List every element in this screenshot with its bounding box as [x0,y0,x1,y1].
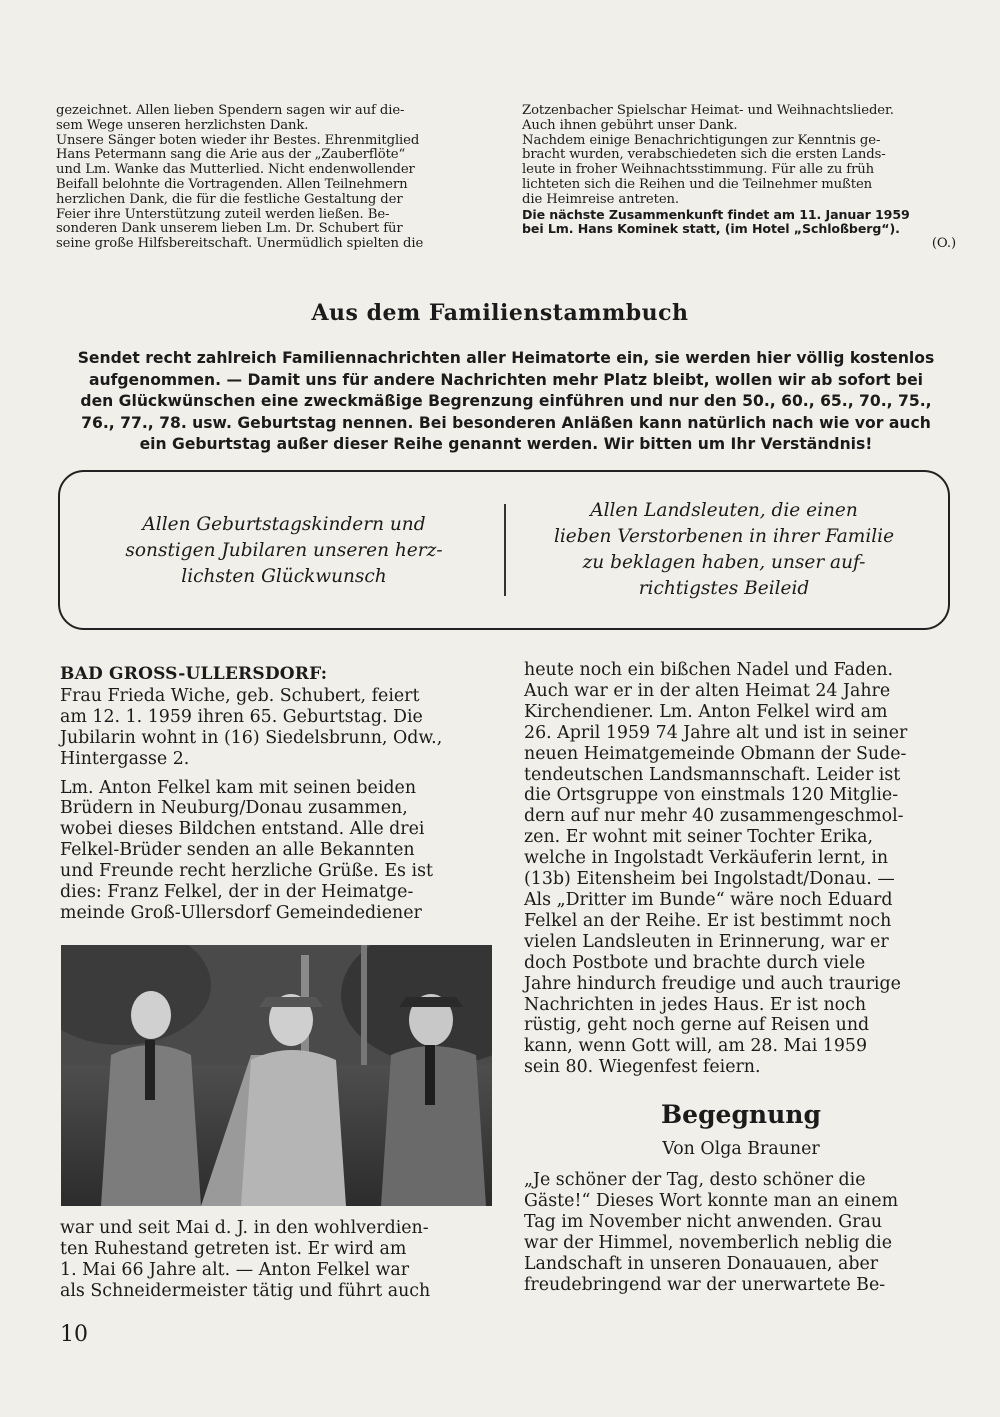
text-line: sonderen Dank unserem lieben Lm. Dr. Schubert für [56,221,403,237]
text-line: gezeichnet. Allen lieben Spendern sagen wir auf die- [56,103,405,118]
article-left-top [60,664,492,924]
text-line: Gäste!“ Dieses Wort konnte man an einem [524,1190,899,1211]
photo-illustration [61,945,492,1206]
condolence-line: zu beklagen haben, unser auf- [582,552,866,573]
greeting-line: sonstigen Jubilaren unseren herz- [125,540,443,561]
text-line: als Schneidermeister tätig und führt auch [60,1280,431,1301]
section-title: Aus dem Familienstammbuch [311,300,689,326]
text-line: Tag im November nicht anwenden. Grau [524,1211,883,1232]
top-left-column [56,104,492,252]
text-line: freudebringend war der unerwartete Be- [524,1274,886,1295]
intro-line: ein Geburtstag außer dieser Reihe genannt werden. Wir bitten um Ihr Verständnis! [139,435,873,454]
text-line: bracht wurden, verabschiedeten sich die ersten Lands- [522,147,886,163]
article-heading: BAD GROSS-ULLERSDORF: [60,664,328,684]
condolence-line: Allen Landsleuten, die einen [590,500,858,521]
text-line: leute in froher Weihnachtsstimmung. Für alle zu früh [522,162,875,178]
text-line: Lm. Anton Felkel kam mit seinen beiden [60,777,417,798]
text-line: sein 80. Wiegenfest feiern. [524,1057,761,1078]
text-line: lichteten sich die Reihen und die Teilnehmer mußten [522,176,873,192]
text-line: herzlichen Dank, die für die festliche Gestaltung der [56,191,403,207]
text-line: ten Ruhestand getreten ist. Er wird am [60,1238,407,1259]
text-line: dern auf nur mehr 40 zusammengeschmol- [524,806,904,827]
text-line: war und seit Mai d. J. in den wohlverdien- [60,1218,429,1238]
intro-line: Sendet recht zahlreich Familiennachrichten aller Heimatorte ein, sie werden hier völlig kostenlos [77,349,935,367]
text-line: sem Wege unseren herzlichsten Dank. [56,117,309,133]
condolence-line: richtigstes Beileid [638,578,810,599]
text-line: Feier ihre Unterstützung zuteil werden ließen. Be- [56,206,390,222]
text-line: Beifall belohnte die Vortragenden. Allen Teilnehmern [56,176,408,192]
text-line: welche in Ingolstadt Verkäuferin lernt, in [524,848,889,869]
text-line: wobei dieses Bildchen entstand. Alle drei [60,819,425,840]
announcement-line: Die nächste Zusammenkunft findet am 11. Januar 1959 [522,206,910,222]
text-line: Hintergasse 2. [60,748,190,769]
text-line: tendeutschen Landsmannschaft. Leider ist [524,764,901,785]
text-line: neuen Heimatgemeinde Obmann der Sude- [524,743,907,764]
text-line: rüstig, geht noch gerne auf Reisen und [524,1015,870,1036]
text-line: Als „Dritter im Bunde“ wäre noch Eduard [524,889,893,910]
text-line: war der Himmel, novemberlich neblig die [524,1232,892,1253]
text-line: Felkel an der Reihe. Er ist bestimmt noch [524,910,892,931]
text-line: und Lm. Wanke das Mutterlied. Nicht endenwollender [56,162,415,178]
greeting-line: lichsten Glückwunsch [181,566,387,587]
text-line: doch Postbote und brachte durch viele [524,952,866,973]
announcement-line: bei Lm. Hans Kominek statt, (im Hotel „Schloßberg“). [522,221,900,237]
text-line: Zotzenbacher Spielschar Heimat- und Weihnachtslieder. [522,103,894,118]
felkel-brothers-photo [61,945,492,1206]
text-line: dies: Franz Felkel, der in der Heimatge- [60,882,414,903]
text-line: Kirchendiener. Lm. Anton Felkel wird am [524,701,888,722]
page-number: 10 [60,1322,88,1347]
box-divider [504,504,506,596]
text-line: Unsere Sänger boten wieder ihr Bestes. Ehrenmitglied [56,132,420,148]
text-line: Felkel-Brüder senden an alle Bekannten [60,840,415,861]
text-line: und Freunde recht herzliche Grüße. Es ist [60,861,433,882]
text-line: Nachrichten in jedes Haus. Er ist noch [524,994,867,1015]
text-line: 1. Mai 66 Jahre alt. — Anton Felkel war [60,1259,410,1280]
text-line: am 12. 1. 1959 ihren 65. Geburtstag. Die [60,706,423,727]
text-line: Brüdern in Neuburg/Donau zusammen, [60,798,408,819]
story-text [524,1170,958,1295]
condolence-line: lieben Verstorbenen in ihrer Familie [553,526,895,547]
text-line: Nachdem einige Benachrichtigungen zur Kenntnis ge- [522,132,881,148]
text-line: Jubilarin wohnt in (16) Siedelsbrunn, Odw., [60,727,443,748]
text-line: zen. Er wohnt mit seiner Tochter Erika, [524,827,873,848]
greeting-line: Allen Geburtstagskindern und [142,514,426,535]
text-line: vielen Landsleuten in Erinnerung, war er [524,931,889,952]
story-title: Begegnung [661,1100,821,1129]
text-line: die Ortsgruppe von einstmals 120 Mitglie- [524,785,899,806]
text-line: (13b) Eitensheim bei Ingolstadt/Donau. — [524,869,895,890]
intro-line: den Glückwünschen eine zweckmäßige Begrenzung einführen und nur den 50., 60., 65., 70., 75., [80,392,932,411]
text-line: meinde Groß-Ullersdorf Gemeindediener [60,902,422,923]
text-line: kann, wenn Gott will, am 28. Mai 1959 [524,1036,868,1057]
intro-notice [56,348,956,456]
greetings-box [58,470,950,630]
text-line: Frau Frieda Wiche, geb. Schubert, feiert [60,685,420,706]
text-line: 26. April 1959 74 Jahre alt und ist in seiner [524,722,908,743]
text-line: Landschaft in unseren Donauauen, aber [524,1253,879,1274]
signature: (O.) [931,236,956,252]
text-line: Jahre hindurch freudige und auch traurige [524,973,901,994]
text-line: seine große Hilfsbereitschaft. Unermüdlich spielten die [56,236,424,252]
text-line: heute noch ein bißchen Nadel und Faden. [524,660,894,680]
text-line: Auch ihnen gebührt unser Dank. [522,117,738,133]
condolence-message [514,498,934,602]
intro-line: aufgenommen. — Damit uns für andere Nachrichten mehr Platz bleibt, wollen wir ab sofort bei [88,370,924,389]
text-line: Hans Petermann sang die Arie aus der „Zauberflöte“ [56,147,406,163]
story-author: Von Olga Brauner [662,1139,820,1159]
top-right-column [522,104,956,252]
text-line: „Je schöner der Tag, desto schöner die [524,1170,866,1190]
text-line: Auch war er in der alten Heimat 24 Jahre [524,680,891,701]
article-right [524,660,958,1078]
intro-line: 76., 77., 78. usw. Geburtstag nennen. Bei besonderen Anläßen kann natürlich nach wie vor auch [81,413,931,432]
article-left-bottom [60,1218,492,1302]
birthday-greeting [74,512,494,590]
text-line: die Heimreise antreten. [522,191,680,207]
